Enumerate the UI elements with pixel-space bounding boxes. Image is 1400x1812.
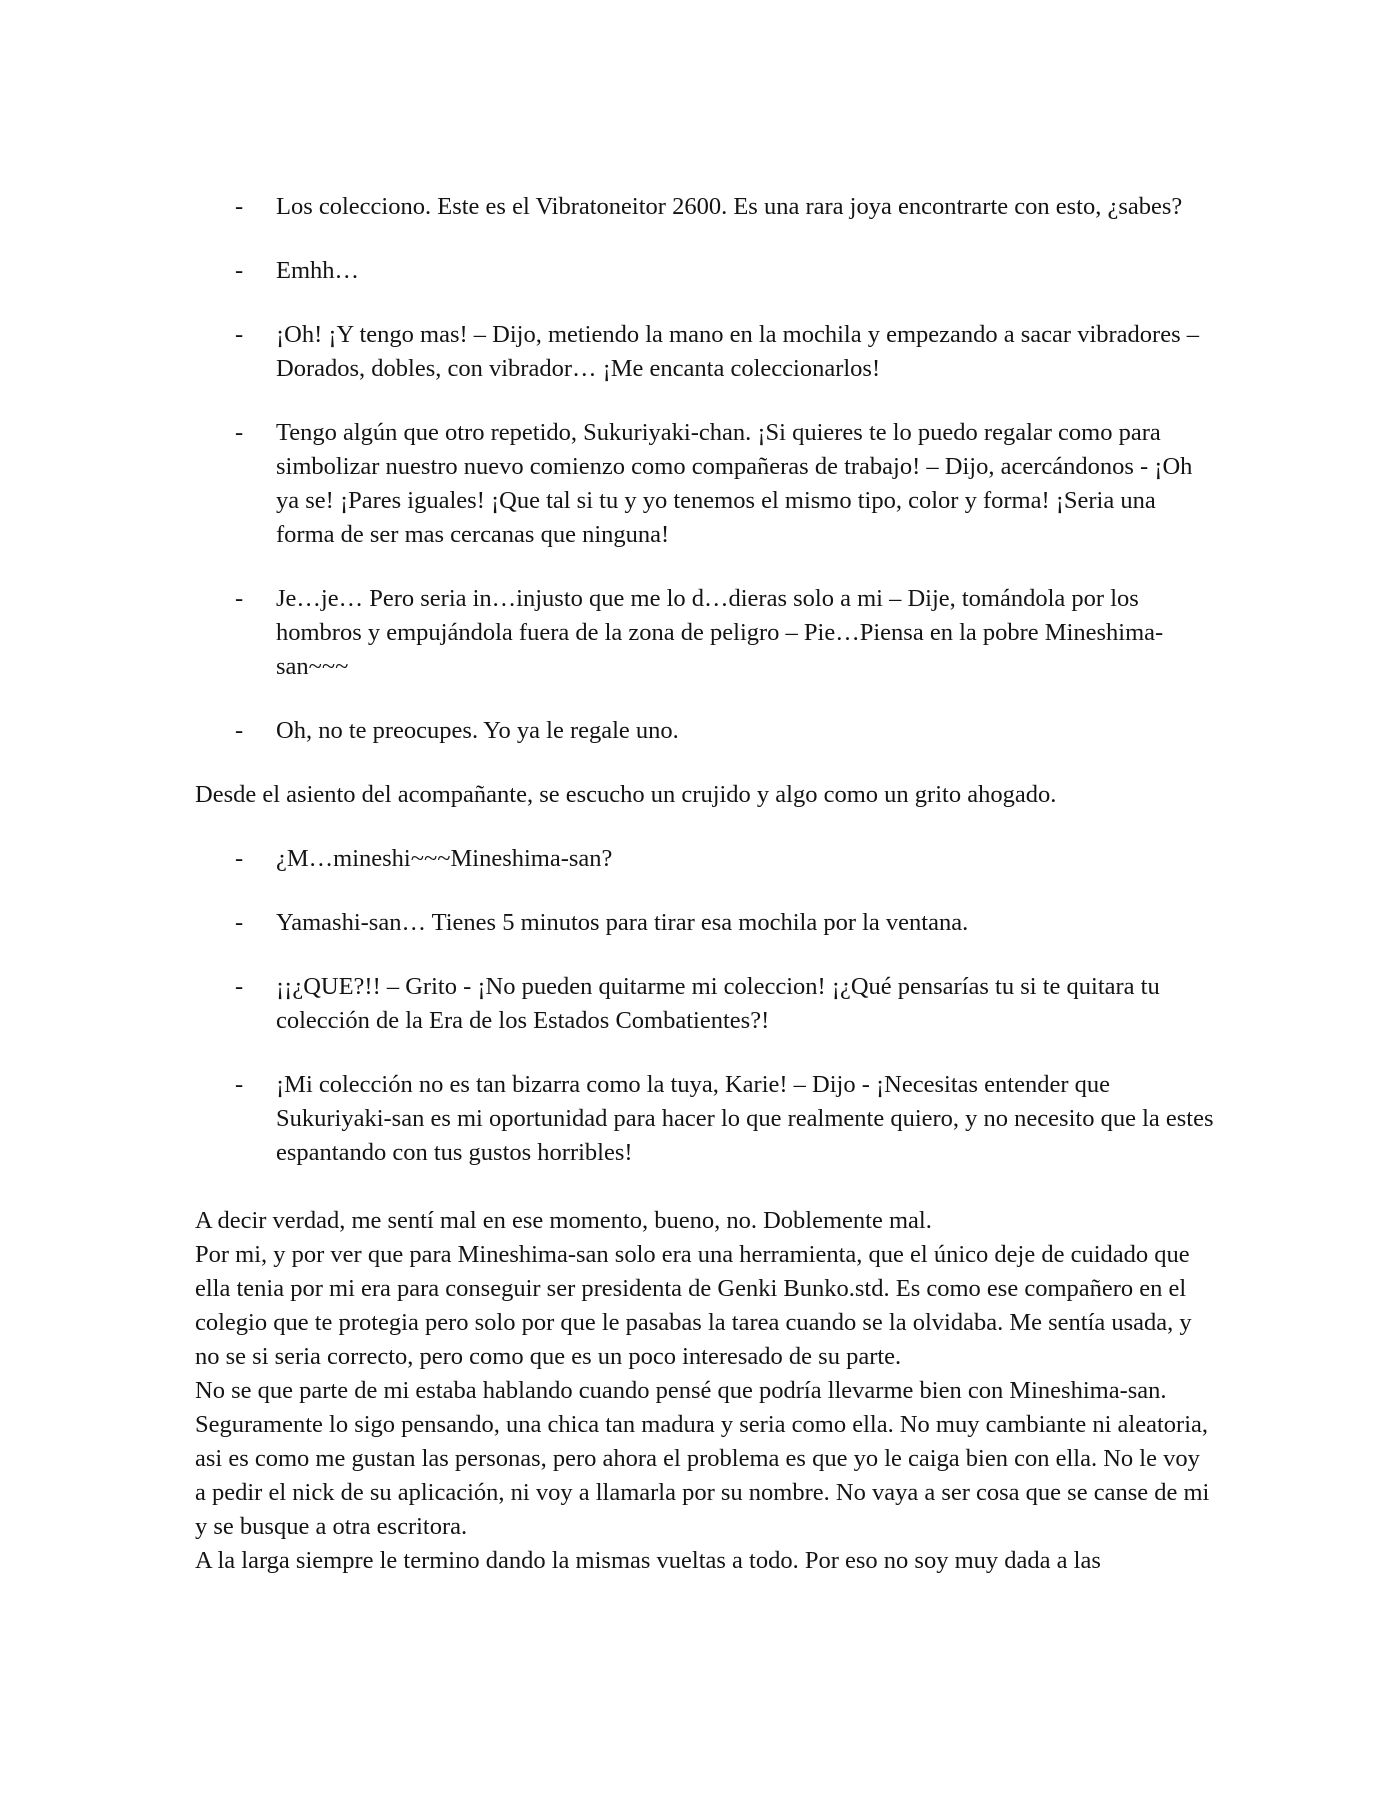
dialogue-dash: - xyxy=(235,845,244,872)
dialogue-line xyxy=(195,582,1215,684)
dialogue-text: ¿M…mineshi~~~Mineshima-san? xyxy=(276,845,613,872)
narration-paragraph: A la larga siempre le termino dando la mismas vueltas a todo. Por eso no soy muy dada a las xyxy=(195,1547,1101,1574)
dialogue-line xyxy=(195,970,1215,1038)
dialogue-dash: - xyxy=(235,585,244,612)
dialogue-line xyxy=(195,318,1215,386)
dialogue-text: Je…je… Pero seria in…injusto que me lo d…dieras solo a mi – Dije, tomándola por los hombros y empujándola fuera de la zona de peligro – Pie…Piensa en la pobre Mineshima-san~~~ xyxy=(276,585,1164,680)
dialogue-text: Los colecciono. Este es el Vibratoneitor 2600. Es una rara joya encontrarte con esto, ¿sabes? xyxy=(276,193,1183,220)
narration-paragraph: Por mi, y por ver que para Mineshima-san solo era una herramienta, que el único deje de cuidado que ella tenia por mi era para conseguir ser presidenta de Genki Bunko.std. Es como ese compañero en el colegio que te protegia pero solo por que le pasabas la tarea cuando se la olvidaba. Me sentía usada, y no se si seria correcto, pero como que es un poco interesado de su parte. xyxy=(195,1241,1192,1370)
dialogue-text: Tengo algún que otro repetido, Sukuriyaki-chan. ¡Si quieres te lo puedo regalar como para simbolizar nuestro nuevo comienzo como compañeras de trabajo! – Dijo, acercándonos - ¡Oh ya se! ¡Pares iguales! ¡Que tal si tu y yo tenemos el mismo tipo, color y forma! ¡Seria una forma de ser mas cercanas que ninguna! xyxy=(276,419,1193,548)
dialogue-dash: - xyxy=(235,1071,244,1098)
dialogue-line xyxy=(195,714,1215,748)
dialogue-line xyxy=(195,906,1215,940)
dialogue-dash: - xyxy=(235,321,244,348)
dialogue-dash: - xyxy=(235,419,244,446)
document-body xyxy=(195,190,1215,1578)
dialogue-dash: - xyxy=(235,717,244,744)
dialogue-text: Emhh… xyxy=(276,257,360,284)
dialogue-text: Yamashi-san… Tienes 5 minutos para tirar esa mochila por la ventana. xyxy=(276,909,969,936)
dialogue-line xyxy=(195,842,1215,876)
dialogue-dash: - xyxy=(235,257,244,284)
dialogue-line xyxy=(195,190,1215,224)
dialogue-line xyxy=(195,416,1215,552)
narration-paragraph: No se que parte de mi estaba hablando cuando pensé que podría llevarme bien con Mineshima-san. Seguramente lo sigo pensando, una chica tan madura y seria como ella. No muy cambiante ni aleatoria, asi es como me gustan las personas, pero ahora el problema es que yo le caiga bien con ella. No le voy a pedir el nick de su aplicación, ni voy a llamarla por su nombre. No vaya a ser cosa que se canse de mi y se busque a otra escritora. xyxy=(195,1377,1210,1540)
dialogue-dash: - xyxy=(235,909,244,936)
dialogue-dash: - xyxy=(235,973,244,1000)
narration-block xyxy=(195,1204,1215,1578)
dialogue-line xyxy=(195,254,1215,288)
narration-block xyxy=(195,778,1215,812)
narration-paragraph: Desde el asiento del acompañante, se escucho un crujido y algo como un grito ahogado. xyxy=(195,781,1057,808)
dialogue-text: ¡Mi colección no es tan bizarra como la tuya, Karie! – Dijo - ¡Necesitas entender que Sukuriyaki-san es mi oportunidad para hacer lo que realmente quiero, y no necesito que la estes espantando con tus gustos horribles! xyxy=(276,1071,1214,1166)
dialogue-line xyxy=(195,1068,1215,1170)
dialogue-text: ¡¡¿QUE?!! – Grito - ¡No pueden quitarme mi coleccion! ¡¿Qué pensarías tu si te quitara tu colección de la Era de los Estados Combatientes?! xyxy=(276,973,1160,1034)
dialogue-dash: - xyxy=(235,193,244,220)
narration-paragraph: A decir verdad, me sentí mal en ese momento, bueno, no. Doblemente mal. xyxy=(195,1207,932,1234)
dialogue-text: ¡Oh! ¡Y tengo mas! – Dijo, metiendo la mano en la mochila y empezando a sacar vibradores – Dorados, dobles, con vibrador… ¡Me encanta coleccionarlos! xyxy=(276,321,1199,382)
dialogue-text: Oh, no te preocupes. Yo ya le regale uno. xyxy=(276,717,679,744)
